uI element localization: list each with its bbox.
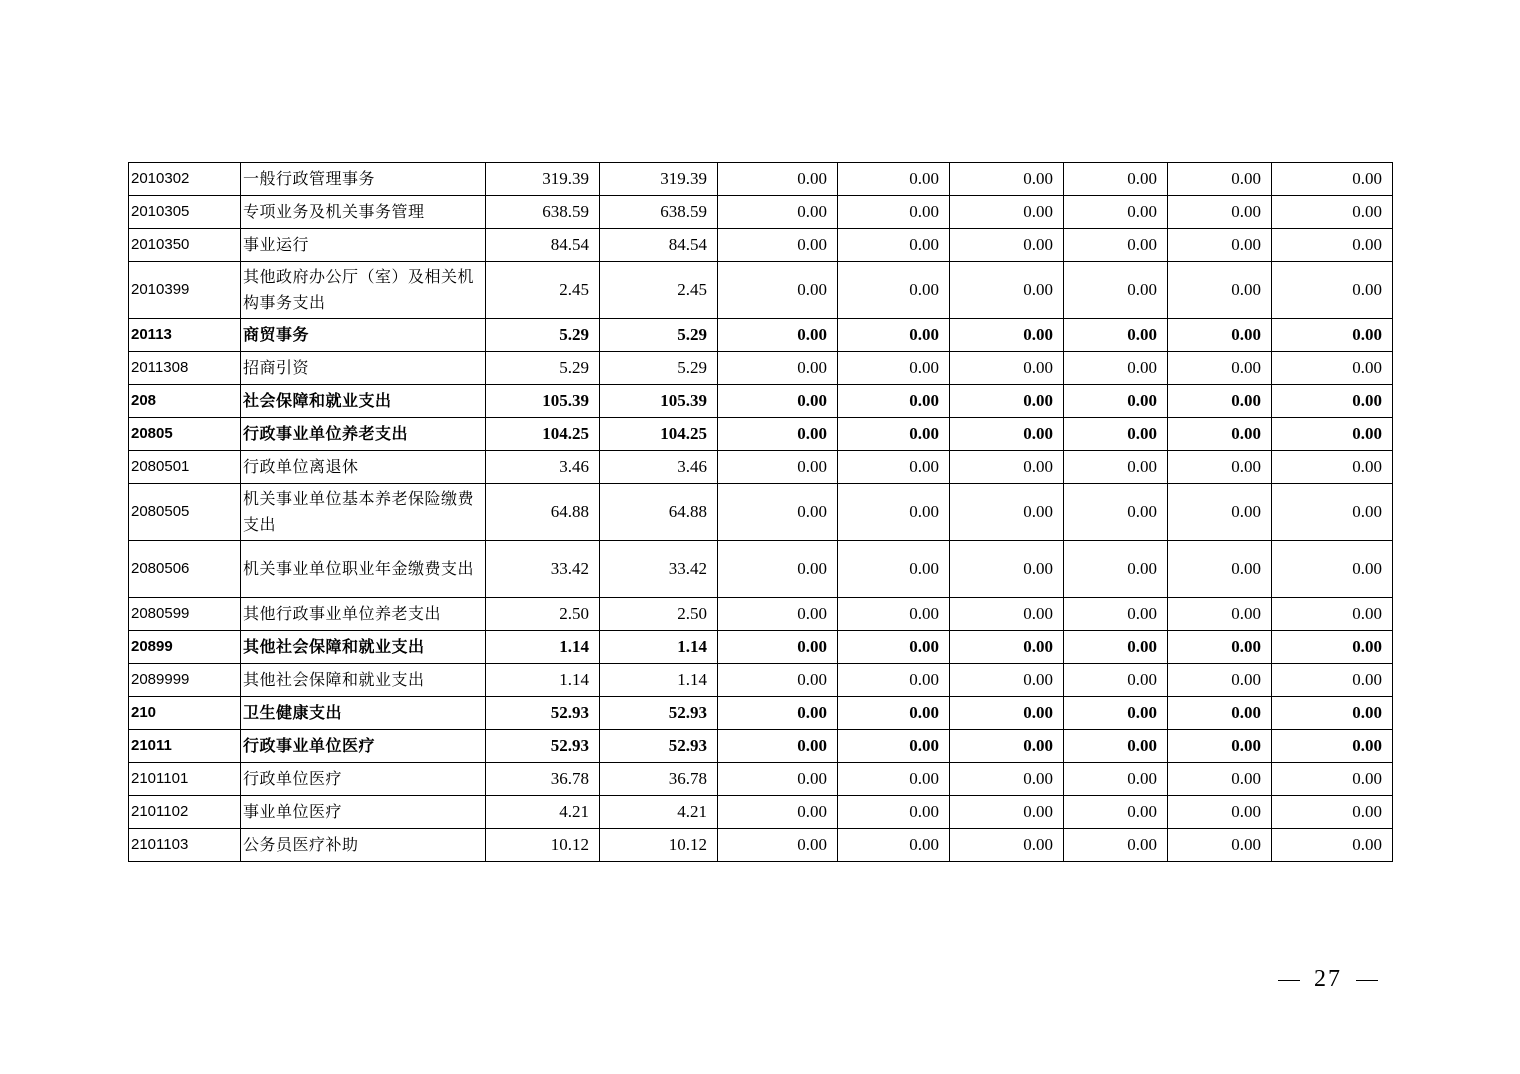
row-value-5: 0.00 xyxy=(950,196,1064,229)
table-row xyxy=(129,829,1393,862)
row-value-3: 0.00 xyxy=(718,763,838,796)
row-value-7: 0.00 xyxy=(1168,730,1272,763)
row-value-7: 0.00 xyxy=(1168,598,1272,631)
row-value-5: 0.00 xyxy=(950,319,1064,352)
row-value-8: 0.00 xyxy=(1272,385,1393,418)
row-value-4: 0.00 xyxy=(838,541,950,598)
row-value-1: 1.14 xyxy=(486,664,600,697)
row-value-1: 36.78 xyxy=(486,763,600,796)
row-value-1: 84.54 xyxy=(486,229,600,262)
page-number xyxy=(1264,966,1392,993)
table-row xyxy=(129,418,1393,451)
row-code: 2011308 xyxy=(129,352,241,385)
row-value-1: 1.14 xyxy=(486,631,600,664)
row-value-2: 105.39 xyxy=(600,385,718,418)
row-value-8: 0.00 xyxy=(1272,418,1393,451)
row-value-8: 0.00 xyxy=(1272,484,1393,541)
row-code: 2010305 xyxy=(129,196,241,229)
row-value-7: 0.00 xyxy=(1168,451,1272,484)
row-value-2: 1.14 xyxy=(600,631,718,664)
row-code: 2101103 xyxy=(129,829,241,862)
table-row xyxy=(129,664,1393,697)
row-value-4: 0.00 xyxy=(838,484,950,541)
row-code: 2080501 xyxy=(129,451,241,484)
row-value-7: 0.00 xyxy=(1168,664,1272,697)
row-name: 事业单位医疗 xyxy=(241,796,486,829)
table-row xyxy=(129,385,1393,418)
row-value-3: 0.00 xyxy=(718,451,838,484)
row-value-4: 0.00 xyxy=(838,598,950,631)
row-value-5: 0.00 xyxy=(950,484,1064,541)
row-value-2: 638.59 xyxy=(600,196,718,229)
row-value-6: 0.00 xyxy=(1064,829,1168,862)
table-row xyxy=(129,319,1393,352)
right-dash xyxy=(1356,980,1378,981)
row-value-3: 0.00 xyxy=(718,631,838,664)
row-value-4: 0.00 xyxy=(838,730,950,763)
row-value-5: 0.00 xyxy=(950,697,1064,730)
row-value-6: 0.00 xyxy=(1064,385,1168,418)
row-value-4: 0.00 xyxy=(838,196,950,229)
row-value-3: 0.00 xyxy=(718,541,838,598)
row-value-3: 0.00 xyxy=(718,196,838,229)
row-value-3: 0.00 xyxy=(718,730,838,763)
row-value-8: 0.00 xyxy=(1272,541,1393,598)
table-row xyxy=(129,484,1393,541)
row-value-4: 0.00 xyxy=(838,796,950,829)
row-value-6: 0.00 xyxy=(1064,352,1168,385)
table-row xyxy=(129,262,1393,319)
row-value-1: 104.25 xyxy=(486,418,600,451)
row-value-8: 0.00 xyxy=(1272,352,1393,385)
row-value-2: 5.29 xyxy=(600,352,718,385)
row-value-8: 0.00 xyxy=(1272,730,1393,763)
row-name: 公务员医疗补助 xyxy=(241,829,486,862)
row-value-6: 0.00 xyxy=(1064,163,1168,196)
row-value-7: 0.00 xyxy=(1168,319,1272,352)
row-value-8: 0.00 xyxy=(1272,451,1393,484)
row-value-8: 0.00 xyxy=(1272,598,1393,631)
row-name: 行政单位医疗 xyxy=(241,763,486,796)
table-row xyxy=(129,631,1393,664)
row-value-7: 0.00 xyxy=(1168,763,1272,796)
row-name: 专项业务及机关事务管理 xyxy=(241,196,486,229)
row-value-3: 0.00 xyxy=(718,163,838,196)
row-code: 2080599 xyxy=(129,598,241,631)
row-value-5: 0.00 xyxy=(950,730,1064,763)
row-name: 一般行政管理事务 xyxy=(241,163,486,196)
row-code: 210 xyxy=(129,697,241,730)
row-value-1: 52.93 xyxy=(486,697,600,730)
row-code: 20113 xyxy=(129,319,241,352)
row-name: 招商引资 xyxy=(241,352,486,385)
row-value-3: 0.00 xyxy=(718,262,838,319)
row-value-2: 4.21 xyxy=(600,796,718,829)
row-name: 行政单位离退休 xyxy=(241,451,486,484)
row-value-6: 0.00 xyxy=(1064,319,1168,352)
row-value-5: 0.00 xyxy=(950,451,1064,484)
row-value-2: 5.29 xyxy=(600,319,718,352)
row-value-6: 0.00 xyxy=(1064,451,1168,484)
row-value-1: 2.50 xyxy=(486,598,600,631)
left-dash xyxy=(1278,980,1300,981)
row-value-4: 0.00 xyxy=(838,763,950,796)
row-value-4: 0.00 xyxy=(838,631,950,664)
row-value-6: 0.00 xyxy=(1064,730,1168,763)
row-code: 21011 xyxy=(129,730,241,763)
row-value-3: 0.00 xyxy=(718,319,838,352)
row-value-7: 0.00 xyxy=(1168,229,1272,262)
table-row xyxy=(129,352,1393,385)
row-value-1: 5.29 xyxy=(486,319,600,352)
row-value-5: 0.00 xyxy=(950,796,1064,829)
row-value-2: 33.42 xyxy=(600,541,718,598)
table-row xyxy=(129,196,1393,229)
row-value-7: 0.00 xyxy=(1168,541,1272,598)
row-value-5: 0.00 xyxy=(950,763,1064,796)
row-value-7: 0.00 xyxy=(1168,697,1272,730)
row-value-3: 0.00 xyxy=(718,796,838,829)
table-row xyxy=(129,163,1393,196)
row-value-3: 0.00 xyxy=(718,598,838,631)
row-value-2: 1.14 xyxy=(600,664,718,697)
row-code: 2010302 xyxy=(129,163,241,196)
row-code: 2010350 xyxy=(129,229,241,262)
row-value-8: 0.00 xyxy=(1272,196,1393,229)
row-value-6: 0.00 xyxy=(1064,763,1168,796)
row-code: 2101102 xyxy=(129,796,241,829)
row-value-2: 104.25 xyxy=(600,418,718,451)
table-row xyxy=(129,541,1393,598)
row-value-1: 638.59 xyxy=(486,196,600,229)
row-code: 2010399 xyxy=(129,262,241,319)
row-value-7: 0.00 xyxy=(1168,262,1272,319)
row-name: 其他社会保障和就业支出 xyxy=(241,664,486,697)
row-value-2: 3.46 xyxy=(600,451,718,484)
row-value-4: 0.00 xyxy=(838,418,950,451)
row-value-2: 10.12 xyxy=(600,829,718,862)
row-value-7: 0.00 xyxy=(1168,484,1272,541)
row-name: 事业运行 xyxy=(241,229,486,262)
row-value-6: 0.00 xyxy=(1064,796,1168,829)
row-value-1: 33.42 xyxy=(486,541,600,598)
row-value-2: 2.45 xyxy=(600,262,718,319)
row-code: 20899 xyxy=(129,631,241,664)
row-value-4: 0.00 xyxy=(838,829,950,862)
row-value-2: 52.93 xyxy=(600,697,718,730)
row-value-3: 0.00 xyxy=(718,385,838,418)
row-value-2: 84.54 xyxy=(600,229,718,262)
row-value-3: 0.00 xyxy=(718,664,838,697)
row-value-3: 0.00 xyxy=(718,229,838,262)
row-value-3: 0.00 xyxy=(718,697,838,730)
row-code: 2101101 xyxy=(129,763,241,796)
row-value-2: 52.93 xyxy=(600,730,718,763)
row-name: 行政事业单位养老支出 xyxy=(241,418,486,451)
row-value-7: 0.00 xyxy=(1168,418,1272,451)
table-row xyxy=(129,598,1393,631)
row-value-4: 0.00 xyxy=(838,385,950,418)
row-code: 208 xyxy=(129,385,241,418)
row-value-2: 36.78 xyxy=(600,763,718,796)
row-value-5: 0.00 xyxy=(950,262,1064,319)
table-row xyxy=(129,796,1393,829)
row-value-5: 0.00 xyxy=(950,541,1064,598)
row-value-4: 0.00 xyxy=(838,352,950,385)
page-number-text: 27 xyxy=(1314,966,1342,992)
row-value-6: 0.00 xyxy=(1064,697,1168,730)
row-value-8: 0.00 xyxy=(1272,319,1393,352)
row-code: 2089999 xyxy=(129,664,241,697)
row-value-6: 0.00 xyxy=(1064,664,1168,697)
row-value-8: 0.00 xyxy=(1272,829,1393,862)
row-value-6: 0.00 xyxy=(1064,631,1168,664)
row-value-6: 0.00 xyxy=(1064,262,1168,319)
table-body xyxy=(129,163,1393,862)
row-value-1: 3.46 xyxy=(486,451,600,484)
row-value-4: 0.00 xyxy=(838,697,950,730)
row-value-4: 0.00 xyxy=(838,319,950,352)
budget-table xyxy=(128,162,1393,862)
row-value-3: 0.00 xyxy=(718,352,838,385)
row-value-5: 0.00 xyxy=(950,664,1064,697)
row-value-2: 2.50 xyxy=(600,598,718,631)
row-value-4: 0.00 xyxy=(838,163,950,196)
row-value-1: 10.12 xyxy=(486,829,600,862)
row-name: 其他社会保障和就业支出 xyxy=(241,631,486,664)
row-value-8: 0.00 xyxy=(1272,796,1393,829)
row-value-7: 0.00 xyxy=(1168,829,1272,862)
row-code: 2080505 xyxy=(129,484,241,541)
row-value-8: 0.00 xyxy=(1272,763,1393,796)
row-value-3: 0.00 xyxy=(718,418,838,451)
row-value-1: 4.21 xyxy=(486,796,600,829)
row-value-5: 0.00 xyxy=(950,829,1064,862)
row-value-6: 0.00 xyxy=(1064,598,1168,631)
row-value-1: 52.93 xyxy=(486,730,600,763)
row-value-1: 2.45 xyxy=(486,262,600,319)
row-name: 行政事业单位医疗 xyxy=(241,730,486,763)
table-row xyxy=(129,697,1393,730)
row-value-8: 0.00 xyxy=(1272,697,1393,730)
row-value-2: 64.88 xyxy=(600,484,718,541)
row-value-1: 5.29 xyxy=(486,352,600,385)
row-value-8: 0.00 xyxy=(1272,163,1393,196)
row-value-7: 0.00 xyxy=(1168,196,1272,229)
row-value-5: 0.00 xyxy=(950,385,1064,418)
row-name: 社会保障和就业支出 xyxy=(241,385,486,418)
row-name: 卫生健康支出 xyxy=(241,697,486,730)
row-value-1: 319.39 xyxy=(486,163,600,196)
row-value-8: 0.00 xyxy=(1272,262,1393,319)
row-value-5: 0.00 xyxy=(950,598,1064,631)
row-name: 其他政府办公厅（室）及相关机构事务支出 xyxy=(241,262,486,319)
row-value-7: 0.00 xyxy=(1168,385,1272,418)
row-name: 商贸事务 xyxy=(241,319,486,352)
table-row xyxy=(129,730,1393,763)
row-name: 其他行政事业单位养老支出 xyxy=(241,598,486,631)
row-value-3: 0.00 xyxy=(718,829,838,862)
row-value-5: 0.00 xyxy=(950,352,1064,385)
row-value-6: 0.00 xyxy=(1064,418,1168,451)
row-value-5: 0.00 xyxy=(950,418,1064,451)
row-name: 机关事业单位职业年金缴费支出 xyxy=(241,541,486,598)
row-value-6: 0.00 xyxy=(1064,196,1168,229)
row-value-5: 0.00 xyxy=(950,163,1064,196)
table-row xyxy=(129,229,1393,262)
table-row xyxy=(129,763,1393,796)
row-value-7: 0.00 xyxy=(1168,796,1272,829)
row-value-4: 0.00 xyxy=(838,229,950,262)
row-name: 机关事业单位基本养老保险缴费支出 xyxy=(241,484,486,541)
row-value-6: 0.00 xyxy=(1064,484,1168,541)
row-value-7: 0.00 xyxy=(1168,631,1272,664)
row-value-8: 0.00 xyxy=(1272,229,1393,262)
row-code: 20805 xyxy=(129,418,241,451)
row-value-6: 0.00 xyxy=(1064,229,1168,262)
row-value-1: 105.39 xyxy=(486,385,600,418)
row-value-1: 64.88 xyxy=(486,484,600,541)
row-value-2: 319.39 xyxy=(600,163,718,196)
row-code: 2080506 xyxy=(129,541,241,598)
row-value-4: 0.00 xyxy=(838,451,950,484)
row-value-4: 0.00 xyxy=(838,262,950,319)
row-value-5: 0.00 xyxy=(950,631,1064,664)
table-row xyxy=(129,451,1393,484)
row-value-6: 0.00 xyxy=(1064,541,1168,598)
row-value-7: 0.00 xyxy=(1168,352,1272,385)
row-value-3: 0.00 xyxy=(718,484,838,541)
row-value-4: 0.00 xyxy=(838,664,950,697)
row-value-8: 0.00 xyxy=(1272,664,1393,697)
row-value-7: 0.00 xyxy=(1168,163,1272,196)
row-value-8: 0.00 xyxy=(1272,631,1393,664)
row-value-5: 0.00 xyxy=(950,229,1064,262)
